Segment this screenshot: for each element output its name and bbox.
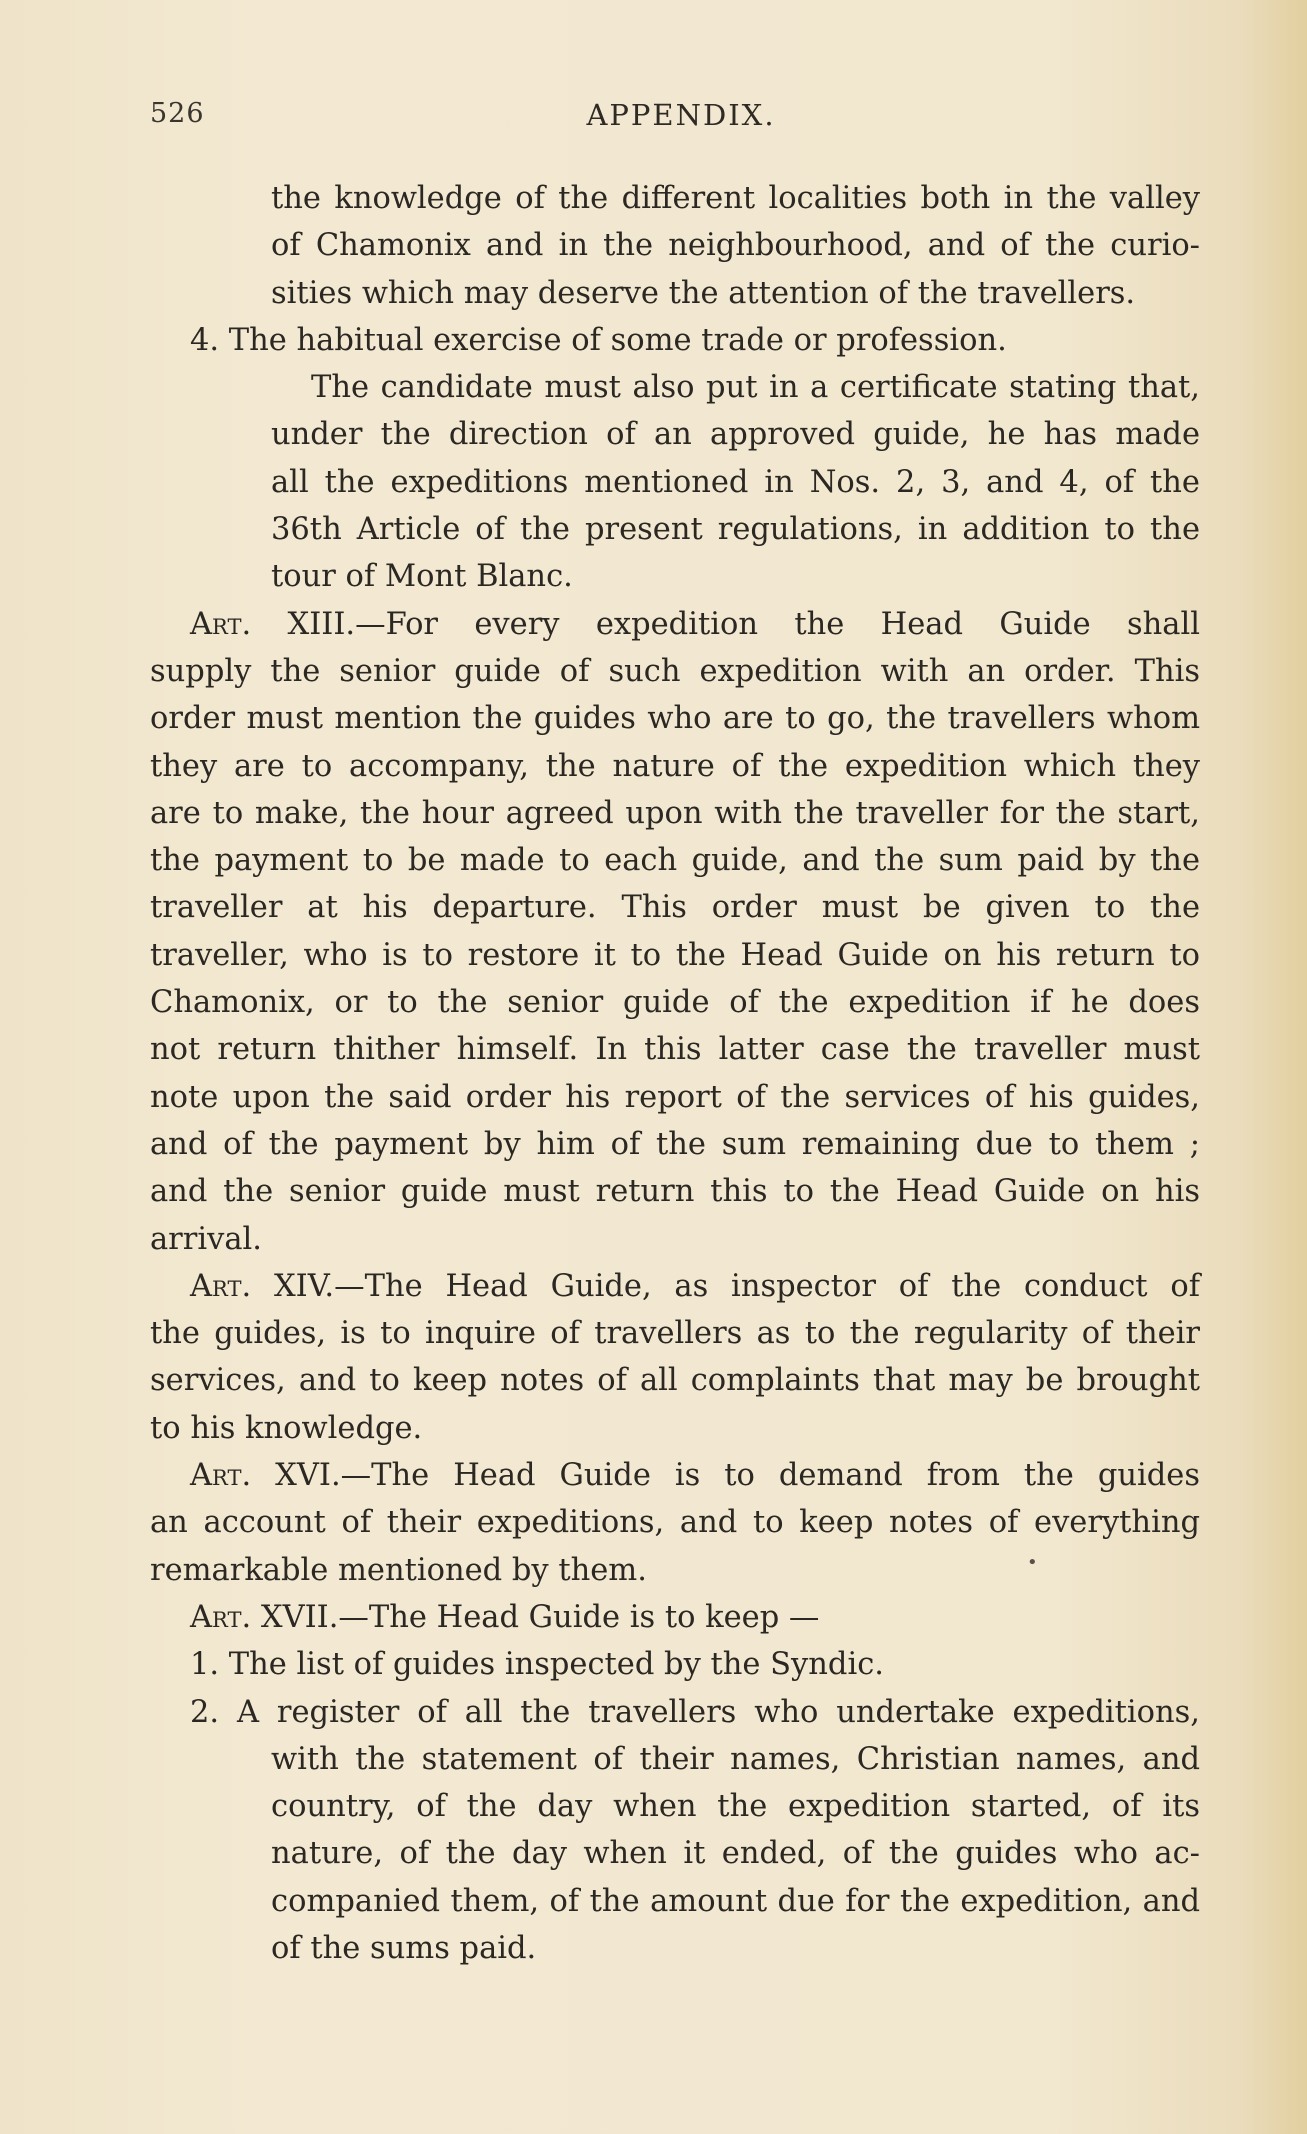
text-line: supply the senior guide of such expedition with an order. This: [150, 653, 1200, 689]
text-line: of the sums paid.: [271, 1930, 537, 1966]
text-line: 4. The habitual exercise of some trade or profession.: [190, 322, 1007, 358]
text-line: the payment to be made to each guide, and the sum paid by the: [150, 843, 1200, 879]
text-line: they are to accompany, the nature of the expedition which they: [150, 748, 1200, 784]
text-line: all the expeditions mentioned in Nos. 2, 3, and 4, of the: [271, 464, 1200, 500]
text-line: not return thither himself. In this latter case the traveller must: [150, 1032, 1200, 1068]
text-line: note upon the said order his report of the services of his guides,: [150, 1079, 1200, 1115]
text-line: remarkable mentioned by them.: [150, 1552, 647, 1588]
text-line: 2. A register of all the travellers who undertake expeditions,: [190, 1694, 1200, 1730]
text-line: Art. XIV.—The Head Guide, as inspector of the conduct of: [190, 1268, 1200, 1304]
text-line: are to make, the hour agreed upon with the traveller for the start,: [150, 795, 1200, 831]
text-line: order must mention the guides who are to go, the travellers whom: [150, 701, 1200, 737]
text-line: nature, of the day when it ended, of the guides who ac-: [271, 1836, 1200, 1872]
text-line: traveller, who is to restore it to the Head Guide on his return to: [150, 937, 1200, 973]
text-line: companied them, of the amount due for the expedition, and: [271, 1883, 1200, 1919]
text-line: traveller at his departure. This order must be given to the: [150, 890, 1200, 926]
text-line: and the senior guide must return this to the Head Guide on his: [150, 1174, 1200, 1210]
text-line: Art. XIII.—For every expedition the Head Guide shall: [190, 606, 1200, 642]
page-number: 526: [150, 98, 205, 129]
text-line: under the direction of an approved guide, he has made: [271, 417, 1200, 453]
text-line: an account of their expeditions, and to keep notes of everything: [150, 1505, 1200, 1541]
running-head: APPENDIX.: [586, 98, 776, 132]
text-line: and of the payment by him of the sum remaining due to them ;: [150, 1126, 1200, 1162]
text-line: Art. XVII.—The Head Guide is to keep —: [190, 1599, 820, 1635]
text-line: the knowledge of the different localities both in the valley: [271, 181, 1200, 216]
page-header: [150, 98, 1200, 138]
text-line: with the statement of their names, Christian names, and: [271, 1741, 1200, 1777]
text-line: to his knowledge.: [150, 1410, 423, 1446]
text-line: 36th Article of the present regulations, in addition to the: [271, 512, 1200, 548]
text-line: the guides, is to inquire of travellers as to the regularity of their: [150, 1316, 1200, 1352]
text-line: services, and to keep notes of all complaints that may be brought: [150, 1363, 1200, 1399]
text-line: of Chamonix and in the neighbourhood, and of the curio-: [271, 228, 1200, 264]
body-text: [150, 175, 1200, 1972]
text-line: country, of the day when the expedition started, of its: [271, 1789, 1200, 1825]
text-line: tour of Mont Blanc.: [271, 559, 573, 595]
text-line: Art. XVI.—The Head Guide is to demand from the guides: [190, 1458, 1200, 1494]
text-line: 1. The list of guides inspected by the Syndic.: [190, 1647, 884, 1683]
text-line: sities which may deserve the attention of the travellers.: [271, 275, 1136, 311]
text-line: The candidate must also put in a certificate stating that,: [311, 370, 1200, 406]
text-line: Chamonix, or to the senior guide of the expedition if he does: [150, 985, 1200, 1021]
text-line: arrival.: [150, 1221, 262, 1257]
printing-mark: •: [1027, 1552, 1038, 1573]
